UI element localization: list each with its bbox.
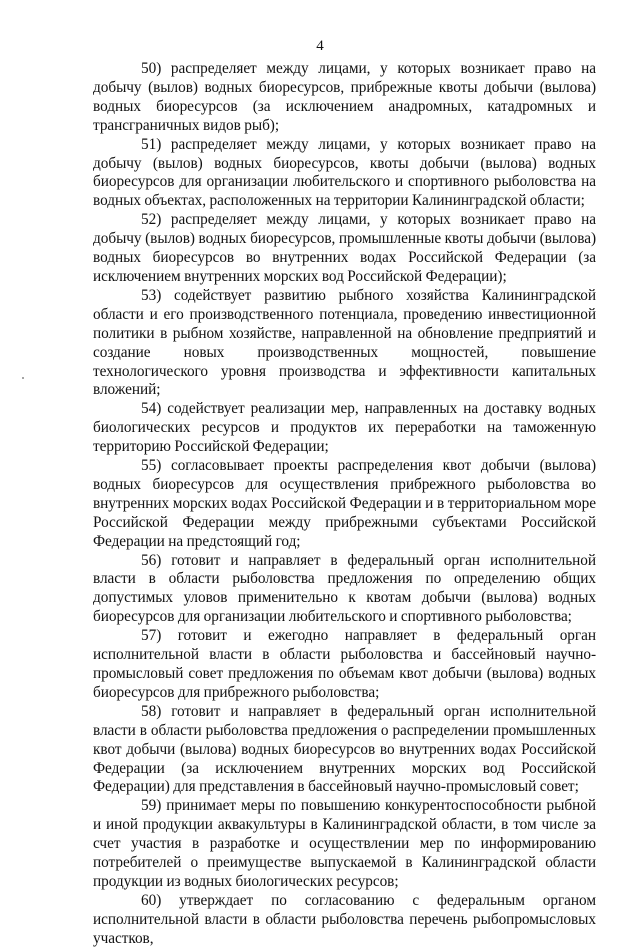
item-text: согласовывает проекты распределения квот добычи (вылова) водных биоресурсов для осуществления прибрежного рыболовства во внутренних морских водах Российской Федерации и в территориальном море Российской Федерации между прибрежными субъектами Российской Федерации на предстоящий год; xyxy=(93,457,596,550)
item-number: 54) xyxy=(141,400,162,418)
item-number: 57) xyxy=(141,627,162,645)
item-text: утверждает по согласованию с федеральным органом исполнительной власти в области рыболовства перечень рыбопромысловых участков, xyxy=(93,891,596,947)
list-item-55 xyxy=(93,457,596,552)
item-number: 53) xyxy=(141,286,162,304)
item-number: 59) xyxy=(141,797,162,815)
list-item-59 xyxy=(93,797,596,892)
document-body xyxy=(93,60,596,949)
item-number: 50) xyxy=(141,60,162,77)
page-number: 4 xyxy=(316,38,324,54)
list-item-58 xyxy=(93,703,596,798)
item-text: готовит и направляет в федеральный орган исполнительной власти в области рыболовства предложения по определению общих допустимых уловов применительно к квотам добычи (вылова) водных биоресурсов для организации любительского и спортивного рыболовства; xyxy=(93,551,596,626)
item-text: содействует развитию рыбного хозяйства Калининградской области и его производственного потенциала, проведению инвестиционной политики в рыбном хозяйстве, направленной на обновление предприятий и создание новых производственных мощностей, повышение технологического уровня производства и эффективности капитальных вложений; xyxy=(93,286,596,399)
item-text: распределяет между лицами, у которых возникает право на добычу (вылов) водных биоресурсов, промышленные квоты добычи (вылова) водных биоресурсов во внутренних водах Российской Федерации (за исключением внутренних морских вод Российской Федерации); xyxy=(93,211,596,285)
list-item-52 xyxy=(93,211,596,287)
item-text: готовит и ежегодно направляет в федеральный орган исполнительной власти в области рыболовства и бассейновый научно-промысловый совет предложения по объемам квот добычи (вылова) водных биоресурсов для прибрежного рыболовства; xyxy=(93,627,596,701)
list-item-54 xyxy=(93,400,596,457)
item-number: 52) xyxy=(141,211,162,229)
list-item-56 xyxy=(93,552,596,628)
item-number: 56) xyxy=(141,551,162,569)
item-number: 55) xyxy=(141,457,162,475)
item-text: принимает меры по повышению конкурентоспособности рыбной и иной продукции аквакультуры в Калининградской области, в том числе за счет участия в разработке и осуществлении мер по информированию потребителей о преимуществе выпускаемой в Калининградской области продукции из водных биологических ресурсов; xyxy=(93,797,596,890)
list-item-60 xyxy=(93,892,596,949)
item-number: 51) xyxy=(141,135,162,153)
item-text: готовит и направляет в федеральный орган исполнительной власти в области рыболовства предложения о распределении промышленных квот добычи (вылова) водных биоресурсов во внутренних водах Российской Федерации (за исключением внутренних морских вод Российской Федерации) для представления в бассейновый научно-промысловый совет; xyxy=(93,702,596,796)
item-text: распределяет между лицами, у которых возникает право на добычу (вылов) водных биоресурсов, прибрежные квоты добычи (вылова) водных биоресурсов (за исключением анадромных, катадромных и трансграничных видов рыб); xyxy=(93,60,596,134)
item-number: 60) xyxy=(141,891,162,909)
list-item-50 xyxy=(93,60,596,136)
list-item-57 xyxy=(93,627,596,703)
item-text: распределяет между лицами, у которых возникает право на добычу (вылов) водных биоресурсов, квоты добычи (вылова) водных биоресурсов для организации любительского и спортивного рыболовства на водных объектах, расположенных на территории Калининградской области; xyxy=(93,135,596,210)
item-number: 58) xyxy=(141,702,162,720)
margin-speck xyxy=(22,377,24,379)
item-text: содействует реализации мер, направленных на доставку водных биологических ресурсов и продуктов их переработки на таможенную территорию Российской Федерации; xyxy=(93,400,596,456)
list-item-53 xyxy=(93,287,596,400)
list-item-51 xyxy=(93,136,596,212)
